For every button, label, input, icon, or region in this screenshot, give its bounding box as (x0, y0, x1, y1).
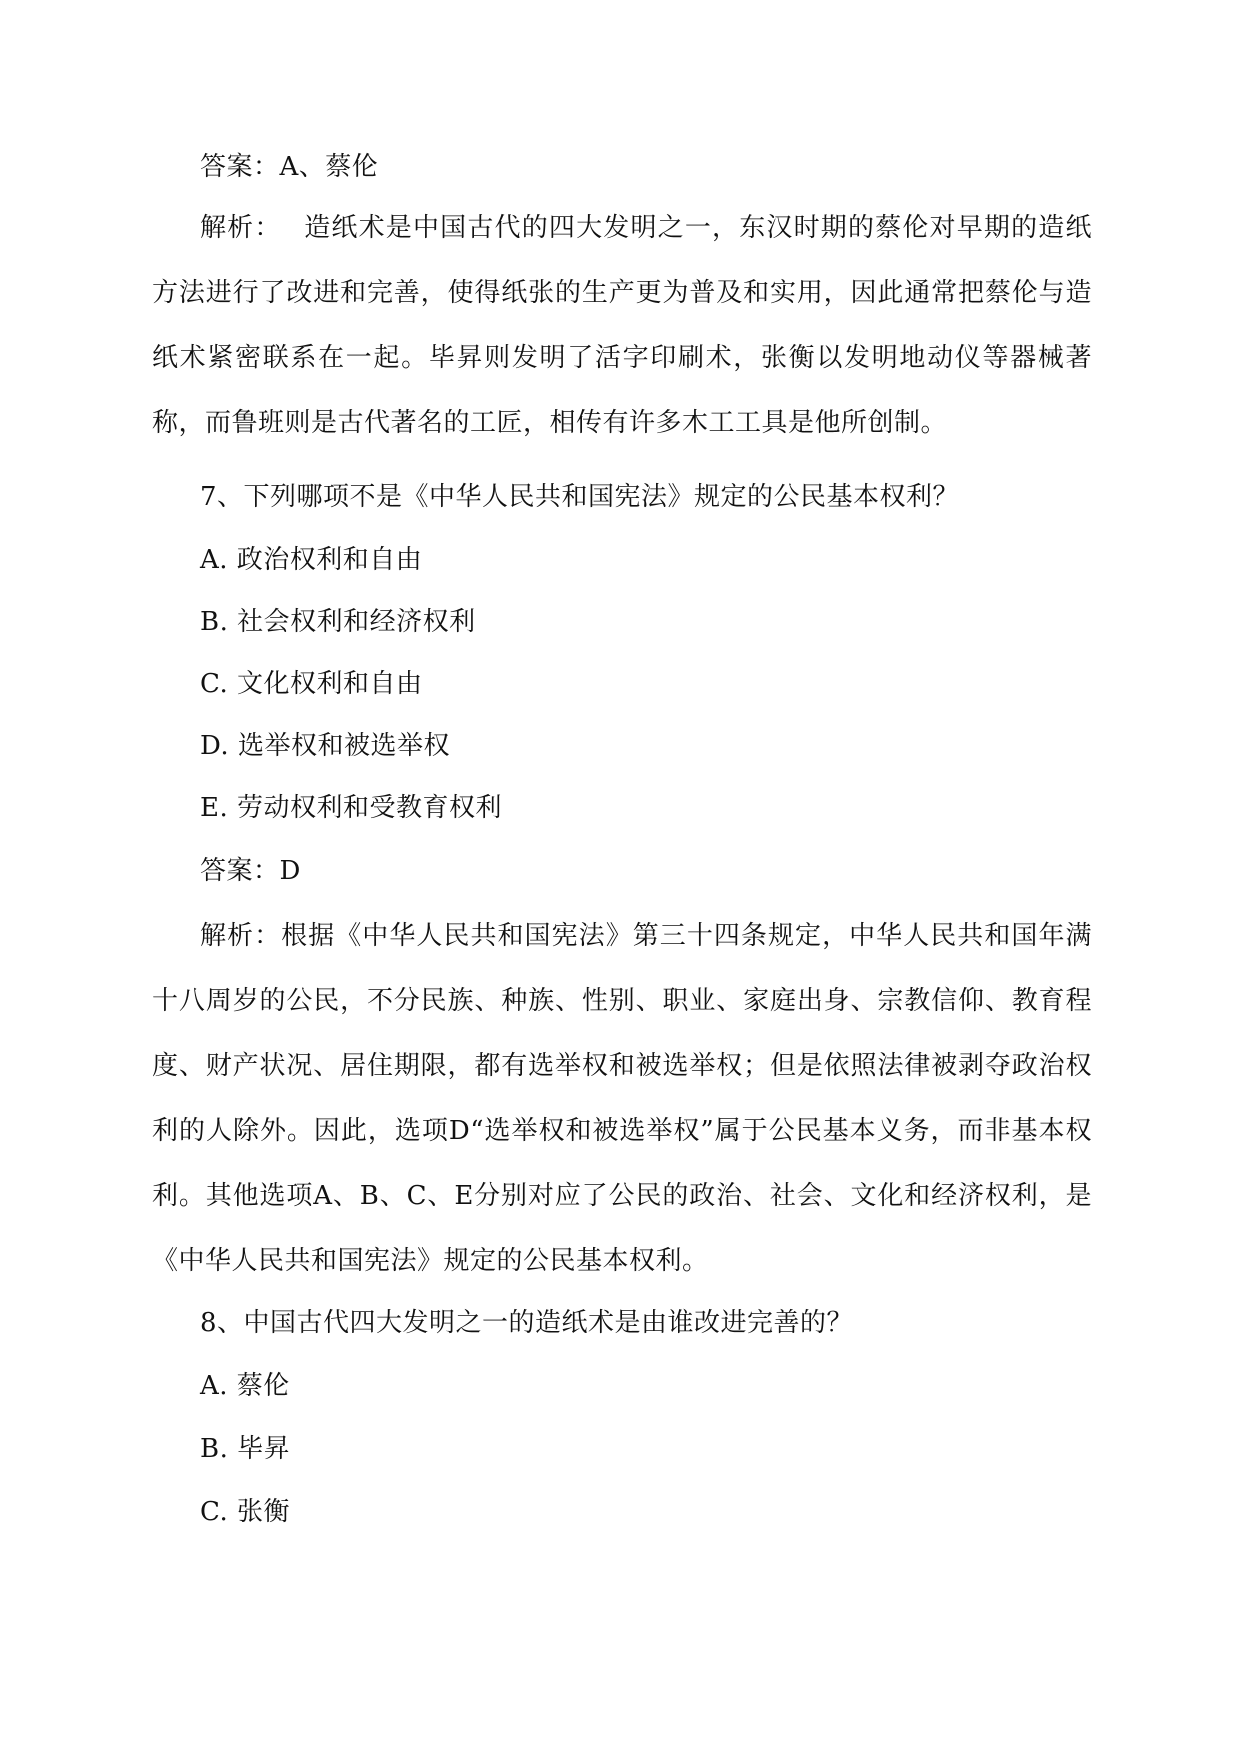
q7-option-c: C. 文化权利和自由 (200, 669, 423, 699)
q7-option-d: D. 选举权和被选举权 (200, 731, 450, 761)
q7-analysis: 解析：根据《中华人民共和国宪法》第三十四条规定，中华人民共和国年满十八周岁的公民，不分民族、种族、性别、职业、家庭出身、宗教信仰、教育程度、财产状况、居住期限，都有选举权和被选举权；但是依照法律被剥夺政治权利的人除外。因此，选项D“选举权和被选举权”属于公民基本义务，而非基本权利。其他选项A、B、C、E分别对应了公民的政治、社会、文化和经济权利，是《中华人民共和国宪法》规定的公民基本权利。 (152, 921, 1092, 1276)
q8-option-a: A. 蔡伦 (200, 1371, 290, 1401)
q7-question: 7、下列哪项不是《中华人民共和国宪法》规定的公民基本权利？ (200, 482, 960, 512)
q7-answer: 答案：D (200, 856, 301, 886)
q7-option-a: A. 政治权利和自由 (200, 545, 423, 575)
q8-option-c: C. 张衡 (200, 1497, 290, 1527)
q6-analysis-label: 解析： (200, 213, 282, 243)
q6-analysis-text: 造纸术是中国古代的四大发明之一，东汉时期的蔡伦对早期的造纸方法进行了改进和完善，使得纸张的生产更为普及和实用，因此通常把蔡伦与造纸术紧密联系在一起。毕昇则发明了活字印刷术，张衡以发明地动仪等器械著称，而鲁班则是古代著名的工匠，相传有许多木工工具是他所创制。 (152, 213, 1092, 438)
q6-answer: 答案：A、蔡伦 (200, 152, 379, 182)
q8-question: 8、中国古代四大发明之一的造纸术是由谁改进完善的？ (200, 1308, 854, 1338)
q7-option-e: E. 劳动权利和受教育权利 (200, 793, 503, 823)
q6-analysis (152, 196, 1092, 456)
q8-option-b: B. 毕昇 (200, 1434, 291, 1464)
q7-option-b: B. 社会权利和经济权利 (200, 607, 476, 637)
